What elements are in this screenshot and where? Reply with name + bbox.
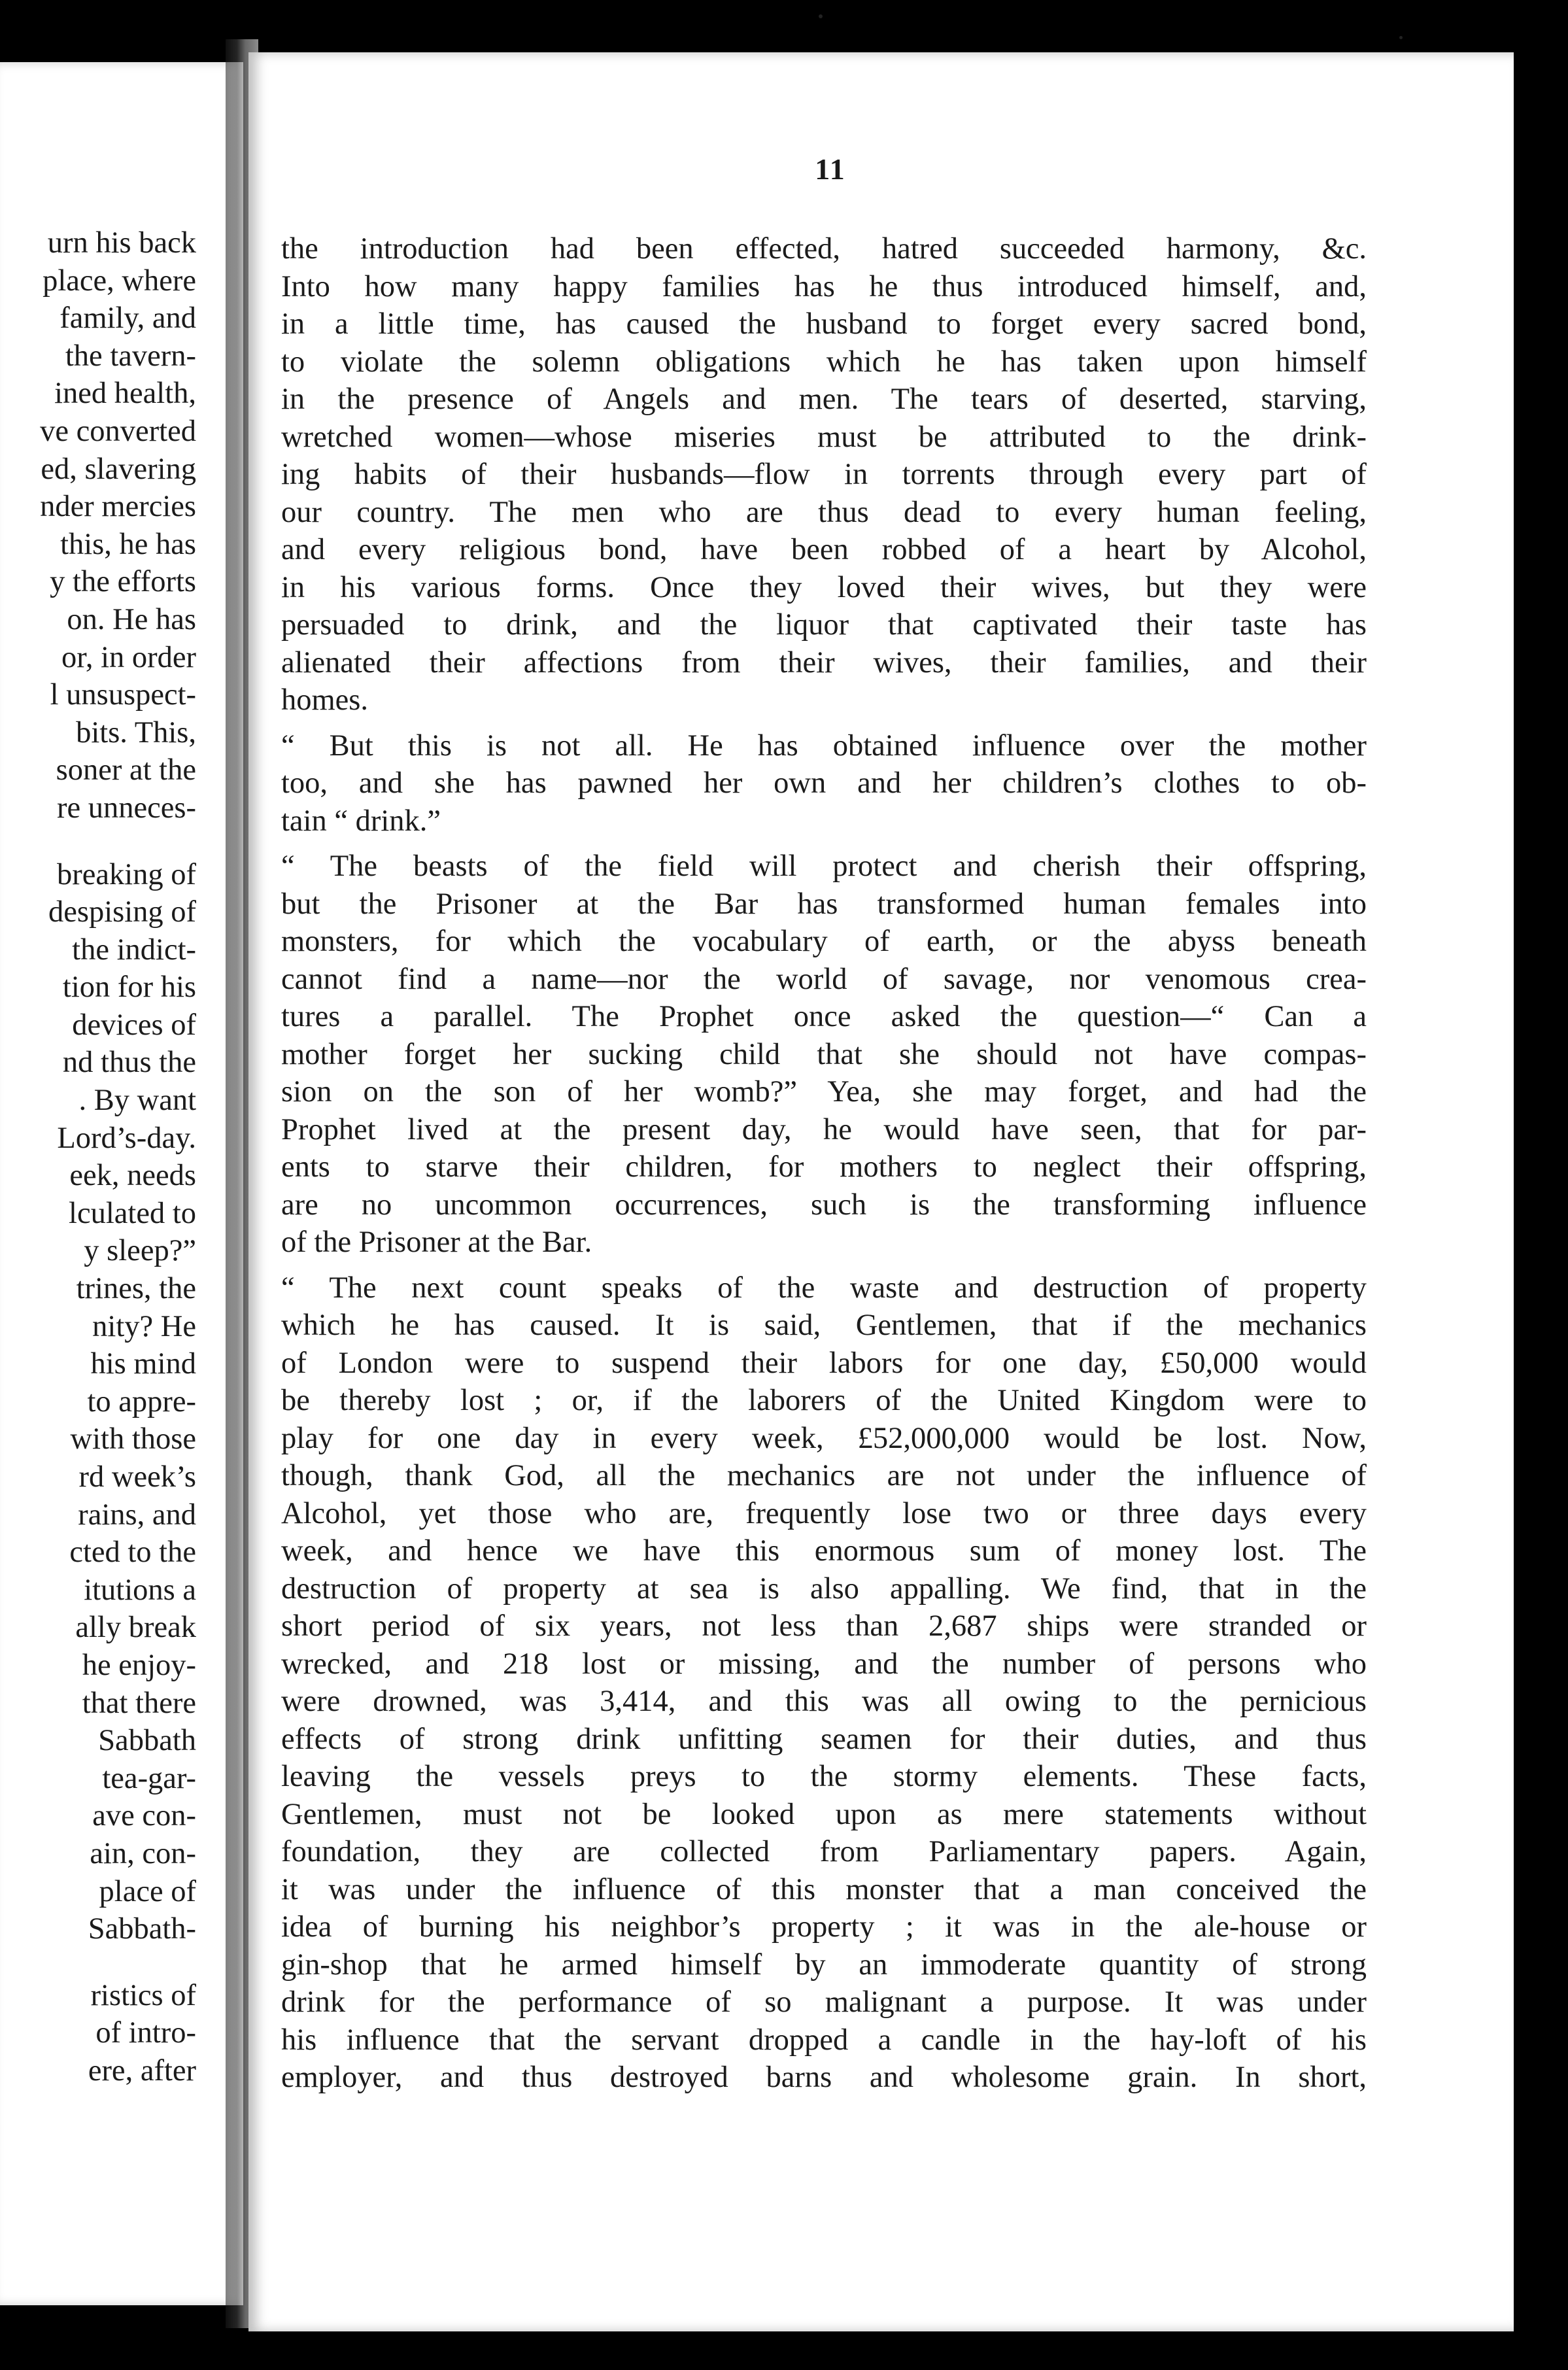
text-line: play for one day in every week, £52,000,000 would be lost. Now, — [281, 1421, 1367, 1455]
text-line: foundation, they are collected from Parliamentary papers. Again, — [281, 1835, 1367, 1868]
text-line: week, and hence we have this enormous sum of money lost. The — [281, 1534, 1367, 1568]
text-line: of London were to suspend their labors for one day, £50,000 would — [281, 1346, 1367, 1380]
text-line: wretched women—whose miseries must be attributed to the drink- — [281, 420, 1367, 454]
paragraph-gap — [0, 827, 196, 856]
left-text-line: trines, the — [76, 1272, 196, 1306]
left-text-line: place, where — [43, 264, 196, 298]
main-body-text — [281, 230, 1367, 2097]
text-line: our country. The men who are thus dead to every human feeling, — [281, 495, 1367, 529]
text-line: Gentlemen, must not be looked upon as mere statements without — [281, 1797, 1367, 1831]
text-line: Alcohol, yet those who are, frequently lose two or three days every — [281, 1496, 1367, 1530]
scan-speck — [819, 14, 823, 18]
text-line: drink for the performance of so malignant a purpose. It was under — [281, 1985, 1367, 2019]
page-number: 11 — [815, 152, 846, 186]
text-line: ents to starve their children, for mothers to neglect their offspring, — [281, 1150, 1367, 1184]
left-text-line: Sabbath — [98, 1724, 196, 1758]
left-page-fragment — [0, 62, 243, 2305]
left-text-line: ed, slavering — [41, 452, 196, 486]
left-text-line: rains, and — [78, 1498, 196, 1532]
text-line: Prophet lived at the present day, he would have seen, that for par- — [281, 1112, 1367, 1146]
left-text-line: ave con- — [92, 1799, 196, 1833]
text-line: employer, and thus destroyed barns and wholesome grain. In short, — [281, 2061, 1367, 2094]
paragraph-gap — [281, 719, 1367, 727]
left-text-line: devices of — [72, 1008, 196, 1042]
left-text-line: . By want — [78, 1084, 196, 1118]
left-text-line: ined health, — [54, 377, 196, 411]
text-line: monsters, for which the vocabulary of earth, or the abyss beneath — [281, 925, 1367, 958]
left-text-line: l unsuspect- — [50, 678, 196, 712]
text-line: cannot find a name—nor the world of savage, nor venomous crea- — [281, 962, 1367, 996]
left-text-line: the tavern- — [65, 339, 196, 373]
left-text-line: lculated to — [69, 1196, 196, 1230]
left-text-line: family, and — [60, 301, 196, 335]
left-text-line: soner at the — [56, 753, 196, 787]
text-line: tain “ drink.” — [281, 804, 441, 838]
scan-speck — [1399, 36, 1403, 39]
left-text-line: he enjoy- — [82, 1648, 196, 1682]
text-line: his influence that the servant dropped a candle in the hay-loft of his — [281, 2023, 1367, 2057]
text-line: it was under the influence of this monster that a man conceived the — [281, 1872, 1367, 1906]
left-text-line: bits. This, — [76, 715, 196, 749]
left-text-line: ain, con- — [90, 1836, 196, 1870]
left-text-line: on. He has — [67, 602, 196, 636]
text-line: the introduction had been effected, hatred succeeded harmony, &c. — [281, 232, 1367, 266]
left-text-line: of intro- — [95, 2016, 196, 2050]
left-text-line: eek, needs — [69, 1159, 196, 1193]
text-line: “ But this is not all. He has obtained influence over the mother — [281, 729, 1367, 763]
left-text-line: that there — [82, 1686, 196, 1720]
text-line: homes. — [281, 683, 369, 717]
left-text-line: Sabbath- — [88, 1912, 196, 1946]
text-line: too, and she has pawned her own and her children’s clothes to ob- — [281, 766, 1367, 800]
text-line: idea of burning his neighbor’s property ; it was in the ale-house or — [281, 1910, 1367, 1944]
left-page-text — [0, 224, 196, 2090]
paragraph-gap — [281, 840, 1367, 848]
left-text-line: urn his back — [47, 226, 196, 260]
left-text-line: ere, after — [88, 2053, 196, 2087]
text-line: persuaded to drink, and the liquor that captivated their taste has — [281, 608, 1367, 642]
left-text-line: tea-gar- — [102, 1761, 196, 1795]
text-line: “ The next count speaks of the waste and destruction of property — [281, 1271, 1367, 1305]
text-line: effects of strong drink unfitting seamen for their duties, and thus — [281, 1722, 1367, 1756]
text-line: in his various forms. Once they loved their wives, but they were — [281, 570, 1367, 604]
left-text-line: the indict- — [72, 933, 196, 967]
left-text-line: ally break — [75, 1611, 196, 1645]
text-line: wrecked, and 218 lost or missing, and the number of persons who — [281, 1647, 1367, 1681]
left-text-line: ve converted — [40, 414, 196, 448]
left-text-line: breaking of — [56, 857, 196, 891]
left-text-line: tion for his — [62, 970, 196, 1005]
left-text-line: itutions a — [84, 1573, 196, 1607]
left-text-line: cted to the — [69, 1536, 196, 1570]
text-line: though, thank God, all the mechanics are not under the influence of — [281, 1459, 1367, 1492]
text-line: to violate the solemn obligations which he has taken upon himself — [281, 345, 1367, 379]
text-line: but the Prisoner at the Bar has transformed human females into — [281, 887, 1367, 921]
left-text-line: this, he has — [60, 527, 196, 561]
left-text-line: or, in order — [61, 640, 196, 674]
text-line: in a little time, has caused the husband to forget every sacred bond, — [281, 307, 1367, 341]
text-line: short period of six years, not less than 2,687 ships were stranded or — [281, 1609, 1367, 1643]
text-line: of the Prisoner at the Bar. — [281, 1226, 592, 1259]
text-line: destruction of property at sea is also appalling. We find, that in the — [281, 1571, 1367, 1606]
paragraph-gap — [0, 1948, 196, 1977]
text-line: Into how many happy families has he thus introduced himself, and, — [281, 269, 1367, 303]
left-text-line: y sleep?” — [84, 1234, 196, 1268]
text-line: which he has caused. It is said, Gentlemen, that if the mechanics — [281, 1309, 1367, 1342]
left-text-line: despising of — [48, 895, 196, 929]
text-line: in the presence of Angels and men. The tears of deserted, starving, — [281, 383, 1367, 416]
left-text-line: y the efforts — [50, 565, 196, 599]
text-line: “ The beasts of the field will protect and cherish their offspring, — [281, 850, 1367, 883]
left-text-line: his mind — [90, 1347, 196, 1381]
left-text-line: rd week’s — [78, 1460, 196, 1494]
left-text-line: Lord’s-day. — [57, 1121, 196, 1155]
left-text-line: to appre- — [87, 1384, 196, 1418]
text-line: be thereby lost ; or, if the laborers of the United Kingdom were to — [281, 1384, 1367, 1417]
left-text-line: ristics of — [90, 1978, 196, 2012]
text-line: ing habits of their husbands—flow in torrents through every part of — [281, 458, 1367, 491]
text-line: alienated their affections from their wives, their families, and their — [281, 645, 1367, 679]
text-line: were drowned, was 3,414, and this was all owing to the pernicious — [281, 1685, 1367, 1718]
left-text-line: nity? He — [92, 1309, 196, 1343]
left-text-line: place of — [99, 1874, 196, 1908]
left-text-line: with those — [70, 1422, 196, 1456]
text-line: leaving the vessels preys to the stormy elements. These facts, — [281, 1760, 1367, 1793]
text-line: mother forget her sucking child that she should not have compas- — [281, 1037, 1367, 1071]
left-text-line: nder mercies — [40, 490, 196, 524]
text-line: are no uncommon occurrences, such is the transforming influence — [281, 1188, 1367, 1222]
paragraph-gap — [281, 1262, 1367, 1269]
text-line: tures a parallel. The Prophet once asked the question—“ Can a — [281, 1000, 1367, 1033]
text-line: gin-shop that he armed himself by an immoderate quantity of strong — [281, 1948, 1367, 1982]
left-text-line: re unneces- — [57, 791, 196, 825]
text-line: and every religious bond, have been robbed of a heart by Alcohol, — [281, 533, 1367, 566]
left-text-line: nd thus the — [62, 1046, 196, 1080]
text-line: sion on the son of her womb?” Yea, she may forget, and had the — [281, 1075, 1367, 1108]
